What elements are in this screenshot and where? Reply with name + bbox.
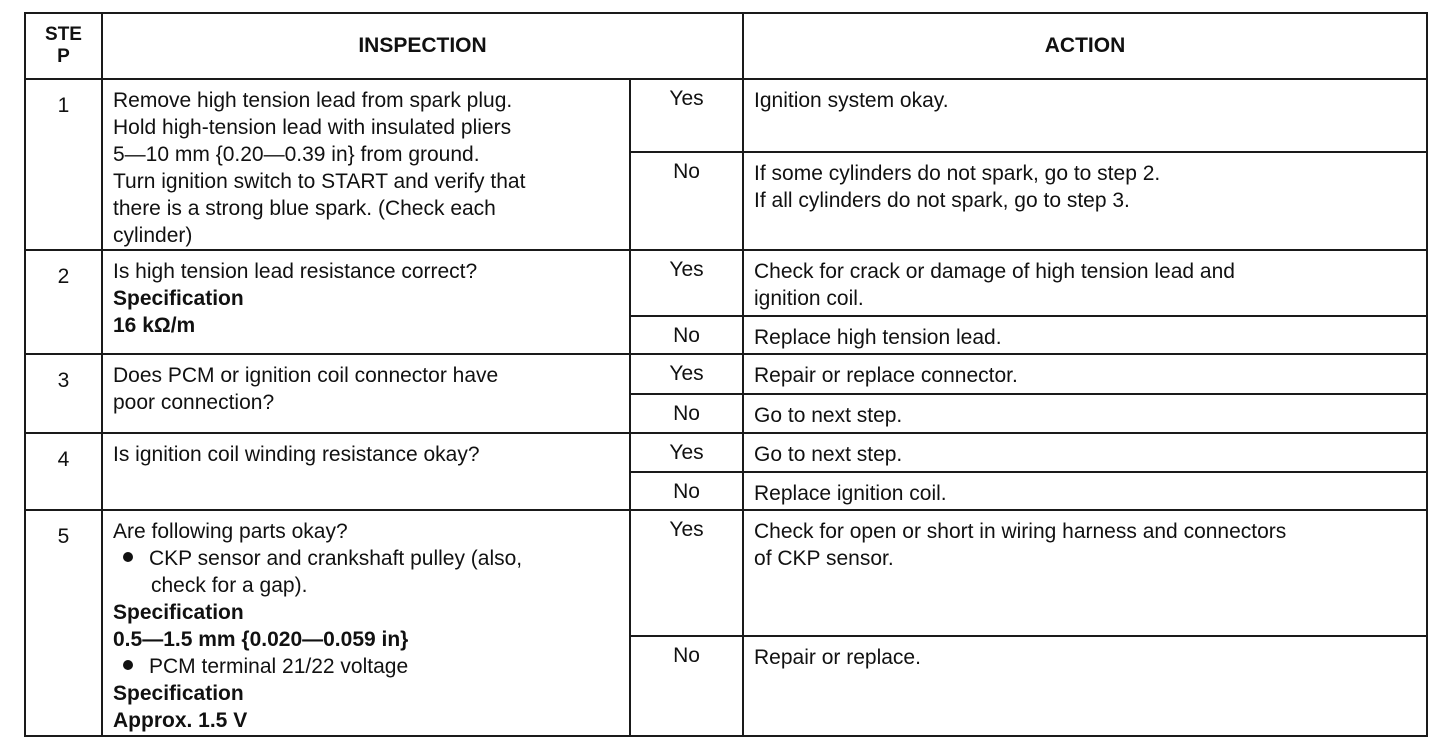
step-header-line-2: P	[57, 46, 70, 68]
inspection-column-header: INSPECTION	[102, 13, 743, 79]
bullet-item	[113, 653, 619, 680]
action-cell	[743, 250, 1427, 316]
bullet-continuation: check for a gap).	[151, 573, 308, 597]
inspection-text: Turn ignition switch to START and verify that	[113, 170, 526, 194]
action-column-header: ACTION	[743, 13, 1427, 79]
inspection-text: Is high tension lead resistance correct?	[113, 260, 478, 284]
step-header-line-1: STE	[45, 24, 82, 46]
specification-label: Specification	[113, 681, 244, 705]
bullet-icon	[123, 552, 133, 562]
inspection-text: poor connection?	[113, 391, 275, 415]
specification-value: Approx. 1.5 V	[113, 708, 248, 732]
action-text: Repair or replace.	[754, 645, 921, 669]
action-cell	[743, 152, 1427, 250]
yes-label: Yes	[630, 250, 743, 316]
action-cell	[743, 316, 1427, 354]
step-number: 3	[25, 354, 102, 432]
step-number: 4	[25, 433, 102, 510]
bullet-icon	[123, 660, 133, 670]
no-label: No	[630, 636, 743, 736]
action-text: Repair or replace connector.	[754, 364, 1018, 388]
action-text: of CKP sensor.	[754, 546, 894, 570]
action-cell	[743, 394, 1427, 432]
bullet-text: PCM terminal 21/22 voltage	[149, 654, 409, 678]
inspection-cell	[102, 433, 630, 510]
troubleshooting-table-frame	[24, 12, 1426, 737]
action-text: ignition coil.	[754, 287, 864, 311]
specification-value: 0.5—1.5 mm {0.020—0.059 in}	[113, 627, 409, 651]
action-text: Replace high tension lead.	[754, 326, 1002, 350]
specification-label: Specification	[113, 600, 244, 624]
action-cell	[743, 354, 1427, 394]
inspection-cell	[102, 354, 630, 432]
bullet-text: CKP sensor and crankshaft pulley (also,	[149, 546, 523, 570]
action-text: If all cylinders do not spark, go to step 3.	[754, 189, 1130, 213]
inspection-text: cylinder)	[113, 224, 193, 248]
table-row	[25, 354, 1427, 394]
step-number: 5	[25, 510, 102, 736]
action-cell	[743, 636, 1427, 736]
action-text: Check for crack or damage of high tension lead and	[754, 260, 1235, 284]
action-text: Go to next step.	[754, 442, 903, 466]
step-column-header	[25, 13, 102, 79]
inspection-text: Remove high tension lead from spark plug.	[113, 89, 513, 113]
yes-label: Yes	[630, 433, 743, 472]
action-cell	[743, 79, 1427, 152]
action-text: If some cylinders do not spark, go to step 2.	[754, 162, 1161, 186]
specification-label: Specification	[113, 287, 244, 311]
no-label: No	[630, 316, 743, 354]
inspection-text: Is ignition coil winding resistance okay?	[113, 442, 480, 466]
specification-value: 16 kΩ/m	[113, 314, 196, 338]
table-row	[25, 510, 1427, 636]
action-cell	[743, 472, 1427, 510]
inspection-cell	[102, 79, 630, 250]
action-text: Ignition system okay.	[754, 89, 949, 113]
yes-label: Yes	[630, 510, 743, 636]
table-row	[25, 79, 1427, 152]
step-number: 2	[25, 250, 102, 354]
inspection-text: Hold high-tension lead with insulated pliers	[113, 116, 512, 140]
inspection-text: Does PCM or ignition coil connector have	[113, 364, 499, 388]
action-text: Go to next step.	[754, 404, 903, 428]
action-cell	[743, 433, 1427, 472]
no-label: No	[630, 394, 743, 432]
action-text: Check for open or short in wiring harness and connectors	[754, 519, 1287, 543]
table-row	[25, 250, 1427, 316]
inspection-text: Are following parts okay?	[113, 519, 348, 543]
troubleshooting-table	[24, 12, 1428, 737]
bullet-item	[113, 545, 619, 572]
yes-label: Yes	[630, 354, 743, 394]
action-cell	[743, 510, 1427, 636]
inspection-text: 5—10 mm {0.20—0.39 in} from ground.	[113, 143, 480, 167]
step-number: 1	[25, 79, 102, 250]
header-row	[25, 13, 1427, 79]
yes-label: Yes	[630, 79, 743, 152]
no-label: No	[630, 472, 743, 510]
inspection-cell	[102, 250, 630, 354]
no-label: No	[630, 152, 743, 250]
inspection-cell	[102, 510, 630, 736]
inspection-text: there is a strong blue spark. (Check each	[113, 197, 496, 221]
action-text: Replace ignition coil.	[754, 481, 947, 505]
table-row	[25, 433, 1427, 472]
